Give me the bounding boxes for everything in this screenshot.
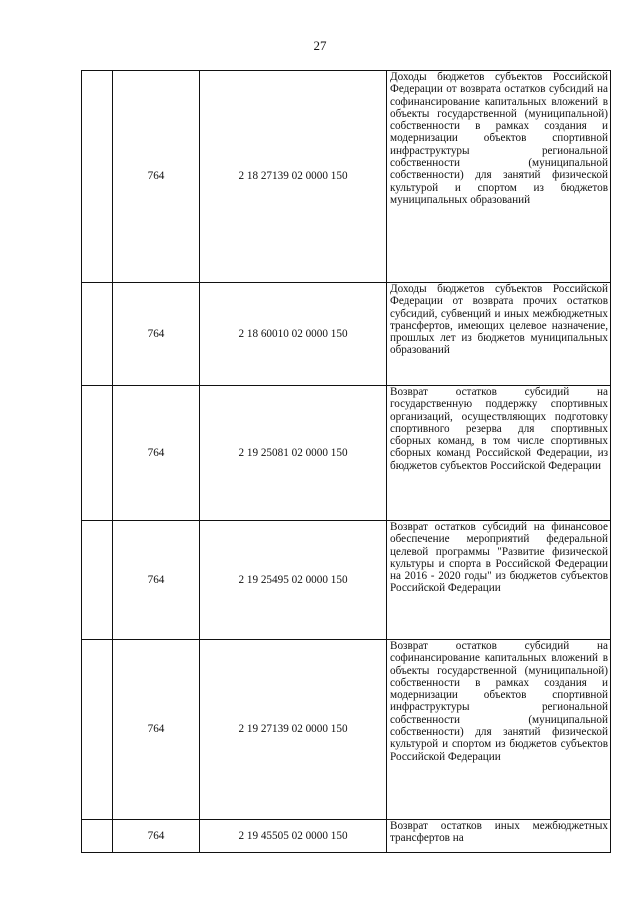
income-name-text: Доходы бюджетов субъектов Российской Федерации от возврата прочих остатков субсидий, субвенций и иных межбюджетных трансфертов, имеющих целевое назначение, прошлых лет из бюджетов муниципальных образований (390, 283, 608, 357)
page-number: 27 (313, 38, 327, 53)
table-row (82, 521, 611, 640)
empty-cell (82, 283, 113, 386)
budget-code-cell: 2 18 60010 02 0000 150 (200, 283, 387, 386)
table-row (82, 71, 611, 283)
income-name-cell (387, 521, 611, 640)
admin-code-cell: 764 (113, 640, 200, 820)
income-name-cell (387, 283, 611, 386)
admin-code-cell: 764 (113, 71, 200, 283)
table-row (82, 283, 611, 386)
income-name-cell (387, 820, 611, 853)
admin-code-cell: 764 (113, 521, 200, 640)
budget-classification-table (81, 70, 611, 853)
table-row (82, 386, 611, 521)
budget-code-cell: 2 18 27139 02 0000 150 (200, 71, 387, 283)
admin-code-cell: 764 (113, 820, 200, 853)
budget-code-cell: 2 19 45505 02 0000 150 (200, 820, 387, 853)
budget-code-cell: 2 19 25495 02 0000 150 (200, 521, 387, 640)
empty-cell (82, 386, 113, 521)
income-name-text: Доходы бюджетов субъектов Российской Федерации от возврата остатков субсидий на софинансирование капитальных вложений в объекты государственной (муниципальной) собственности в рамках создания и модернизации объектов спортивной инфраструктуры региональной собственности (муниципальной собственности) для занятий физической культурой и спортом из бюджетов муниципальных образований (390, 71, 608, 206)
admin-code-cell: 764 (113, 386, 200, 521)
empty-cell (82, 521, 113, 640)
income-name-text: Возврат остатков субсидий на софинансирование капитальных вложений в объекты государственной (муниципальной) собственности в рамках создания и модернизации объектов спортивной инфраструктуры региональной собственности (муниципальной собственности) для занятий физической культурой и спортом из бюджетов субъектов Российской Федерации (390, 640, 608, 763)
empty-cell (82, 640, 113, 820)
table-row (82, 640, 611, 820)
income-name-text: Возврат остатков иных межбюджетных трансфертов на (390, 820, 608, 845)
table-row (82, 820, 611, 853)
budget-code-cell: 2 19 27139 02 0000 150 (200, 640, 387, 820)
income-name-cell (387, 71, 611, 283)
income-name-text: Возврат остатков субсидий на финансовое обеспечение мероприятий федеральной целевой программы "Развитие физической культуры и спорта в Российской Федерации на 2016 - 2020 годы" из бюджетов субъектов Российской Федерации (390, 521, 608, 595)
empty-cell (82, 820, 113, 853)
budget-code-cell: 2 19 25081 02 0000 150 (200, 386, 387, 521)
income-name-cell (387, 386, 611, 521)
income-name-cell (387, 640, 611, 820)
income-name-text: Возврат остатков субсидий на государственную поддержку спортивных организаций, осуществляющих подготовку спортивного резерва для спортивных сборных команд, в том числе спортивных сборных команд Российской Федерации, из бюджетов субъектов Российской Федерации (390, 386, 608, 472)
admin-code-cell: 764 (113, 283, 200, 386)
empty-cell (82, 71, 113, 283)
